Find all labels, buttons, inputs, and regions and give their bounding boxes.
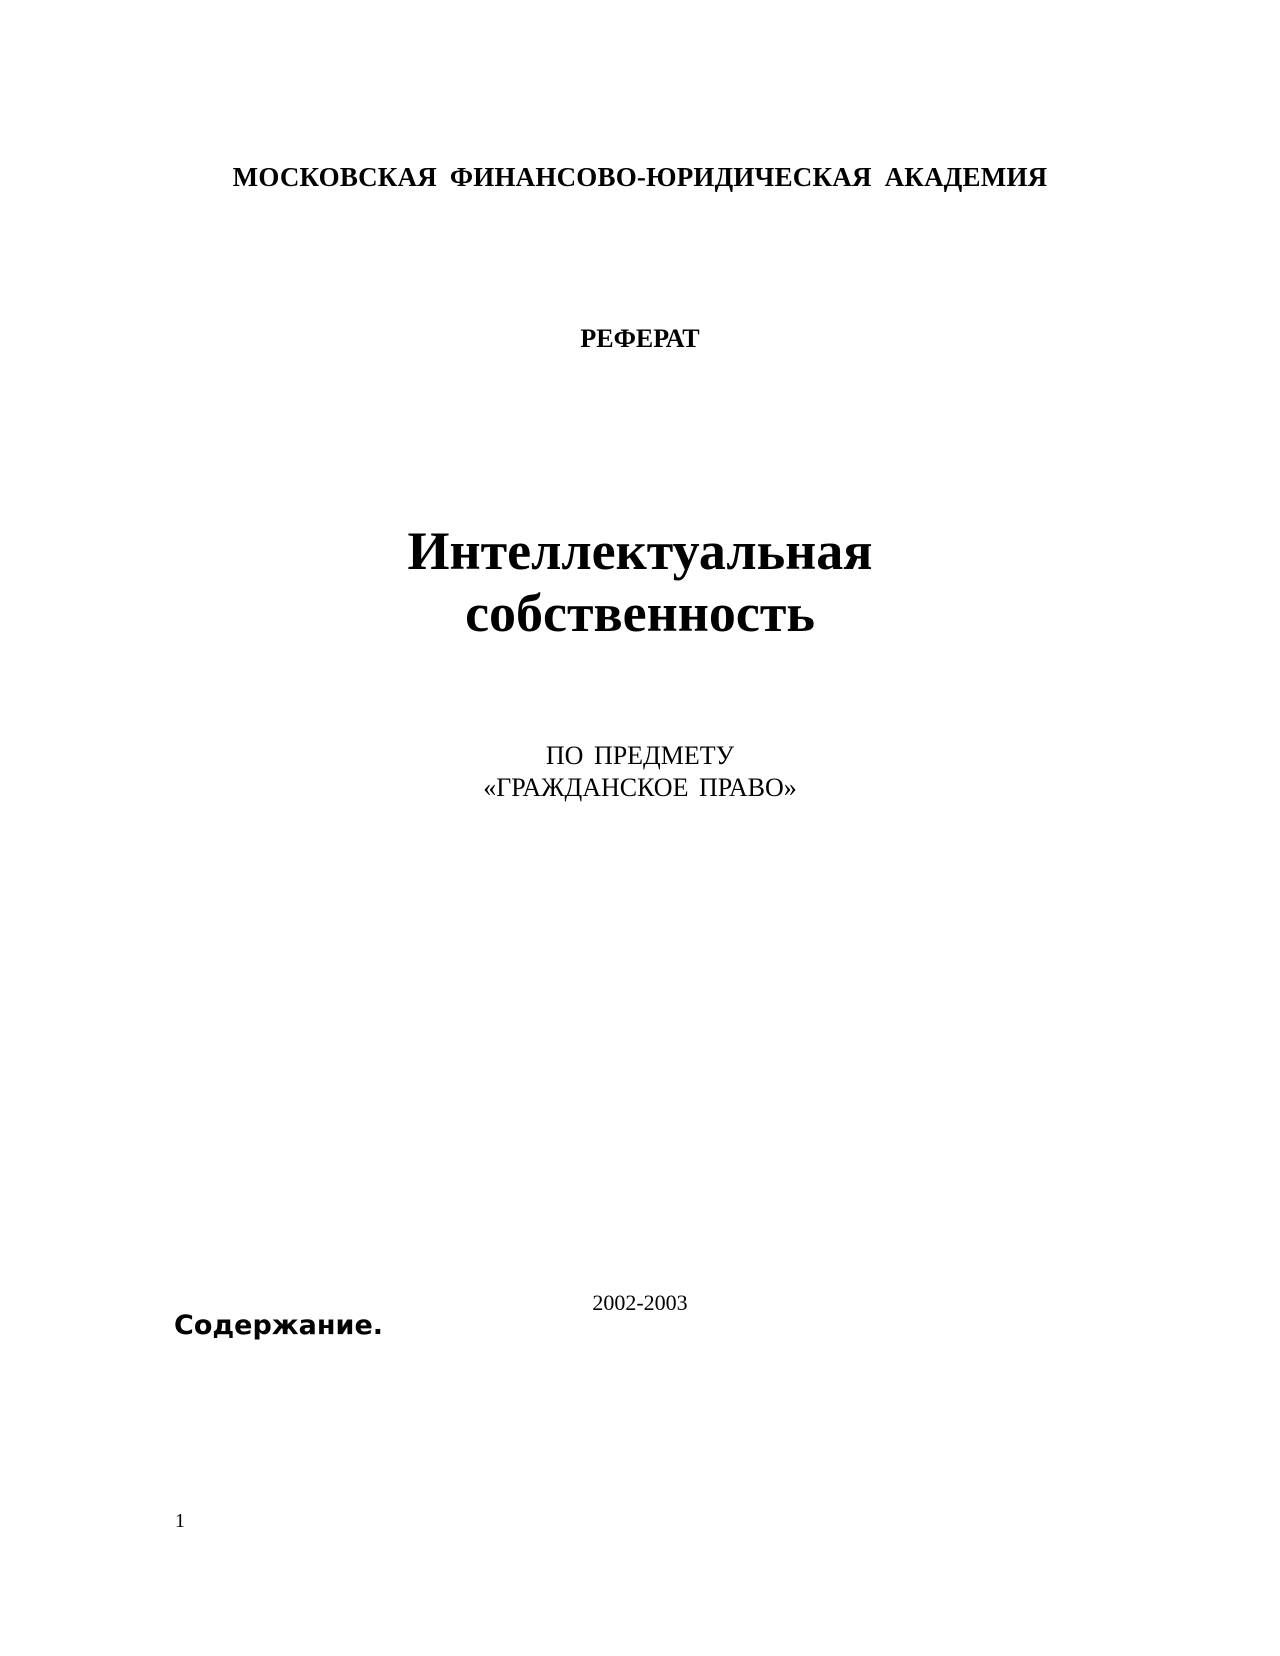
subject-line-1: ПО ПРЕДМЕТУ (545, 741, 735, 770)
page-number: 1 (175, 1510, 185, 1532)
institution-name: МОСКОВСКАЯ ФИНАНСОВО-ЮРИДИЧЕСКАЯ АКАДЕМИЯ (232, 162, 1048, 192)
document-title (0, 520, 1280, 644)
subject-block (0, 740, 1280, 804)
academic-years: 2002-2003 (592, 1290, 688, 1315)
title-line-2: собственность (465, 583, 815, 643)
subject-line-2: «ГРАЖДАНСКОЕ ПРАВО» (483, 773, 797, 802)
document-type: РЕФЕРАТ (580, 324, 700, 353)
contents-heading: Содержание. (174, 1310, 384, 1341)
title-line-1: Интеллектуальная (407, 521, 873, 581)
